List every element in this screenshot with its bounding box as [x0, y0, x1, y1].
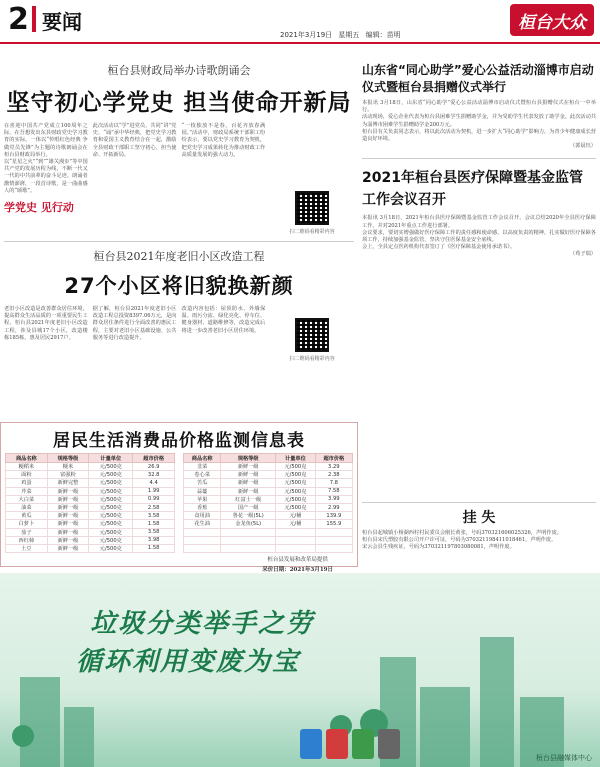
table-row	[6, 471, 175, 479]
table-cell: 元/500克	[89, 528, 133, 536]
table-header-row	[6, 454, 175, 463]
table-cell: 7.58	[315, 487, 352, 495]
table-cell	[276, 544, 315, 552]
price-monitor-title: 居民生活消费品价格监测信息表	[53, 431, 305, 451]
table-cell: 元/500克	[276, 471, 315, 479]
lost-notice-title: 挂 失	[462, 510, 496, 526]
table-cell: 1.58	[133, 520, 175, 528]
table-cell: 西红柿	[6, 536, 48, 544]
table-row	[184, 520, 353, 528]
column-header: 超市价格	[133, 454, 175, 463]
price-tables	[1, 451, 357, 553]
medical-paragraph: 会议要求，要切实增强做好医疗保障工作的责任感和使命感，以高度负责的精神，扎实做好医疗保障各项工作，持续加强基金监管，坚决守住医保基金安全底线。	[362, 229, 596, 244]
price-date: 采价日期：2021年3月19日	[262, 567, 333, 574]
table-cell	[315, 528, 352, 536]
charity-paragraph: 桓台县有关负责同志表示，将以此次活动为契机，进一步扩大“同心助学”影响力，为青少年健康成长营造良好环境。	[362, 128, 596, 143]
lost-notice-line: 桓台县宋氏塑胶有限公司开户许可证，号码为370321198411018461，声明作废。	[362, 537, 557, 544]
hazardous-bin-icon	[326, 729, 348, 759]
table-row	[184, 512, 353, 520]
table-cell: 土豆	[6, 544, 48, 552]
poster-slogan-line2: 循环利用变废为宝	[76, 647, 301, 677]
price-table-left-body	[6, 463, 175, 553]
table-cell: 鲁花一级(5L)	[221, 512, 276, 520]
table-cell: 新鲜一级	[47, 544, 89, 552]
table-cell	[276, 536, 315, 544]
medical-paragraph: 会上，全县定点医药机构代表签订了《医疗保障基金使用承诺书》。	[362, 244, 516, 251]
lead-paragraph: 此次活动以“学”进党员、共同“讲”党史、“诵”承中华经典，把党史学习教育和爱国主义教育结合在一起，激励全县财政干部职工坚守初心、担当使命、开拓新局。	[92, 123, 177, 158]
table-cell: 元/500克	[89, 520, 133, 528]
building-shape	[20, 677, 60, 767]
table-cell: 4.4	[133, 479, 175, 487]
lost-notice-line: 宋云会县生残疾证，号码为370321197803080081，声明作废。	[362, 544, 515, 551]
medical-headline: 2021年桓台县医疗保障暨基金监管工作会议召开	[362, 170, 583, 209]
renovation-headline: 27个小区将旧貌换新颜	[64, 274, 294, 298]
table-cell: 蒜薹	[184, 487, 221, 495]
table-cell: 香蕉	[184, 503, 221, 511]
table-cell: 粳米	[47, 463, 89, 471]
renovation-paragraph: 据了解，桓台县2021年度老旧小区改造工程总投资8397.06万元，是向群众居住条件进行全面改善的惠民工程，主要对老旧小区基础设施、公共服务等进行改造提升。	[92, 306, 177, 341]
table-cell: 新鲜一级	[221, 479, 276, 487]
table-cell: 新鲜一级	[47, 536, 89, 544]
renovation-kicker: 桓台县2021年度老旧小区改造工程	[93, 250, 265, 263]
table-cell	[221, 536, 276, 544]
renovation-paragraph: 改造内容包括：屋顶防水、外墙保温、雨污分流、绿化亮化、停车位、健身器材、道路维修等，改造完成后将进一步改善老旧小区居住环境。	[181, 306, 266, 334]
table-cell: 苦瓜	[184, 479, 221, 487]
table-cell: 新鲜一级	[47, 512, 89, 520]
table-cell: 油菜	[6, 503, 48, 511]
building-shape	[420, 687, 470, 767]
table-cell: 元/500克	[89, 479, 133, 487]
table-cell: 富强粉	[47, 471, 89, 479]
table-row	[6, 520, 175, 528]
table-cell: 卷心菜	[184, 471, 221, 479]
table-cell: 国产一级	[221, 503, 276, 511]
page-number: 2	[8, 2, 29, 37]
table-cell: 食用油	[184, 512, 221, 520]
column-header: 商品名称	[184, 454, 221, 463]
table-cell: 元/500克	[276, 487, 315, 495]
lead-paragraph: “一枝独放不是春，百花齐放春满园。”活动中，财政局系统干部职工纷纷表示，要以党史学习教育为契机，把党史学习成果转化为推动财政工作高质量发展的强大动力。	[181, 123, 266, 158]
column-header: 计量单位	[89, 454, 133, 463]
table-cell: 新鲜一级	[47, 487, 89, 495]
table-row	[6, 479, 175, 487]
table-cell	[221, 544, 276, 552]
table-cell: 花生油	[184, 520, 221, 528]
table-cell: 元/500克	[89, 536, 133, 544]
left-column	[0, 48, 358, 374]
table-row	[184, 503, 353, 511]
table-cell: 3.98	[133, 536, 175, 544]
charity-paragraph: 活动现场，爱心企业代表为桓台县困难学生捐赠助学金，并为受助学生代表发放了助学金。此次活动共为淄博市困难学生捐赠助学金200万元。	[362, 114, 596, 128]
story-divider	[4, 241, 354, 242]
table-cell: 3.58	[133, 528, 175, 536]
header-divider	[32, 6, 36, 32]
renovation-paragraph: 老旧小区改造是改善群众居住环境，提高群众生活品质的一项重要民生工程。桓台县2021年度老旧小区改造工程，涉及县城17个小区，改造楼栋185栋，惠及居民2917户。	[4, 306, 88, 341]
table-cell: 芹菜	[6, 487, 48, 495]
table-cell: 茄子	[6, 528, 48, 536]
table-cell: 32.8	[133, 471, 175, 479]
table-cell: 139.9	[315, 512, 352, 520]
tree-icon	[12, 725, 34, 747]
column-header: 计量单位	[276, 454, 315, 463]
table-row	[6, 463, 175, 471]
section-title: 要闻	[42, 10, 82, 34]
garbage-sorting-poster	[0, 573, 600, 767]
column-header: 规格等级	[221, 454, 276, 463]
table-row	[6, 528, 175, 536]
table-cell: 新鲜一级	[221, 463, 276, 471]
table-cell: 面粉	[6, 471, 48, 479]
table-row	[184, 495, 353, 503]
column-header: 超市价格	[315, 454, 352, 463]
table-row	[184, 479, 353, 487]
table-cell: 元/桶	[276, 520, 315, 528]
other-bin-icon	[378, 729, 400, 759]
table-cell: 1.99	[133, 487, 175, 495]
table-row	[184, 487, 353, 495]
table-row	[6, 544, 175, 552]
table-cell: 新鲜一级	[47, 520, 89, 528]
table-cell: 26.9	[133, 463, 175, 471]
table-cell	[184, 528, 221, 536]
table-cell: 粳稻米	[6, 463, 48, 471]
table-cell: 元/500克	[89, 503, 133, 511]
table-row	[184, 544, 353, 552]
page-header	[0, 0, 600, 44]
table-cell	[315, 536, 352, 544]
table-cell: 元/500克	[89, 512, 133, 520]
table-cell: 元/500克	[276, 495, 315, 503]
price-source: 桓台县发展和改革局提供	[267, 557, 328, 564]
story-divider	[362, 158, 596, 159]
lead-kicker: 桓台县财政局举办诗歌朗诵会	[107, 64, 251, 77]
table-cell: 2.38	[315, 471, 352, 479]
table-row	[6, 512, 175, 520]
table-row	[6, 536, 175, 544]
table-cell: 新鲜一级	[221, 471, 276, 479]
lead-paragraph: 在喜迎中国共产党成立100周年之际，在吾想发出东县财政党史学习教育的实际，一体以“传唱红色经典 争做党员先锋”为主题的诗歌朗诵会在桓台县财政局举行。	[4, 123, 88, 158]
table-cell	[184, 536, 221, 544]
table-cell: 新鲜一级	[47, 528, 89, 536]
table-cell: 2.58	[133, 503, 175, 511]
table-cell	[276, 528, 315, 536]
charity-headline: 山东省“同心助学”爱心公益活动淄博市启动仪式暨桓台县捐赠仪式举行	[362, 63, 594, 94]
table-cell: 黄瓜	[6, 512, 48, 520]
table-cell: 白萝卜	[6, 520, 48, 528]
qr-caption: 扫二维码看精彩内容	[289, 229, 335, 235]
table-cell: 金龙鱼(5L)	[221, 520, 276, 528]
table-cell: 元/500克	[276, 463, 315, 471]
table-cell: 元/500克	[89, 495, 133, 503]
table-row	[6, 503, 175, 511]
charity-paragraph: 本报讯 3月18日，山东省“同心助学”爱心公益活动淄博市启动仪式暨桓台县捐赠仪式在桓台一中举行。	[362, 100, 596, 114]
lost-notice	[362, 502, 596, 568]
table-cell: 红富士一级	[221, 495, 276, 503]
poster-credit: 桓台县融媒体中心	[536, 754, 592, 762]
table-cell: 元/500克	[276, 479, 315, 487]
table-cell: 元/500克	[89, 544, 133, 552]
table-cell: 元/500克	[89, 463, 133, 471]
table-cell: 3.99	[315, 495, 352, 503]
medical-byline: （荀子瑞）	[570, 251, 596, 258]
qr-code-icon[interactable]	[295, 191, 329, 225]
table-row	[184, 471, 353, 479]
header-rule	[0, 42, 600, 44]
table-row	[184, 536, 353, 544]
table-cell: 3.29	[315, 463, 352, 471]
table-cell: 7.8	[315, 479, 352, 487]
table-row	[6, 487, 175, 495]
table-cell: 1.58	[133, 544, 175, 552]
table-cell: 新鲜一级	[47, 495, 89, 503]
building-shape	[480, 637, 514, 767]
table-cell: 元/500克	[89, 471, 133, 479]
table-cell: 韭菜	[184, 463, 221, 471]
column-header: 商品名称	[6, 454, 48, 463]
table-cell: 155.9	[315, 520, 352, 528]
qr-code-icon[interactable]	[295, 318, 329, 352]
story-divider	[362, 502, 596, 503]
lead-paragraph: 以“星星之火”“到”“雄关漫步”等中国共产党的发展历程为线，不断一代又一代的中共前辈的奋斗足迹。朗诵者激情澎湃，一段首诗歌，是一曲曲感人的“颂歌”。	[4, 159, 88, 194]
table-cell: 3.58	[133, 512, 175, 520]
lead-subhead: 学党史 见行动	[4, 201, 74, 215]
table-cell: 新鲜一级	[47, 503, 89, 511]
price-table-right-body	[184, 463, 353, 553]
lead-headline: 坚守初心学党史 担当使命开新局	[6, 90, 352, 116]
table-cell	[184, 544, 221, 552]
table-cell	[221, 528, 276, 536]
lead-body	[0, 123, 358, 235]
price-monitor-box	[0, 422, 358, 574]
column-header: 规格等级	[47, 454, 89, 463]
qr-caption: 扫二维码看精彩内容	[289, 356, 335, 362]
lost-notice-line: 桓台县起城镇小杨湖西村村民委员会刚长黄张，号码370321606025326，声明作废。	[362, 530, 562, 536]
table-cell: 大白菜	[6, 495, 48, 503]
table-row	[6, 495, 175, 503]
table-cell: 元/桶	[276, 512, 315, 520]
table-cell: 2.99	[315, 503, 352, 511]
table-cell: 元/500克	[89, 487, 133, 495]
building-shape	[64, 707, 94, 767]
right-column	[362, 48, 596, 259]
table-cell: 新鲜一级	[221, 487, 276, 495]
charity-byline: （郭晨钰）	[570, 143, 596, 150]
table-cell: 鸡蛋	[6, 479, 48, 487]
table-cell: 苹果	[184, 495, 221, 503]
price-table-left	[5, 453, 175, 553]
issue-meta: 2021年3月19日 星期五 编辑：苗明	[280, 31, 401, 39]
medical-paragraph: 本报讯 3月18日，2021年桓台县医疗保障暨基金监管工作会议召开。会议总结2020年全县医疗保障工作，并对2021年重点工作进行部署。	[362, 215, 596, 229]
recycle-bin-icon	[300, 729, 322, 759]
table-header-row	[184, 454, 353, 463]
table-cell: 元/500克	[276, 503, 315, 511]
table-row	[184, 528, 353, 536]
table-row	[184, 463, 353, 471]
table-cell: 0.99	[133, 495, 175, 503]
newspaper-logo: 桓台大众	[510, 4, 594, 36]
price-table-right	[183, 453, 353, 553]
kitchen-bin-icon	[352, 729, 374, 759]
table-cell	[315, 544, 352, 552]
table-cell: 新鲜完整	[47, 479, 89, 487]
poster-slogan-line1: 垃圾分类举手之劳	[90, 609, 315, 639]
renovation-body	[0, 306, 358, 374]
